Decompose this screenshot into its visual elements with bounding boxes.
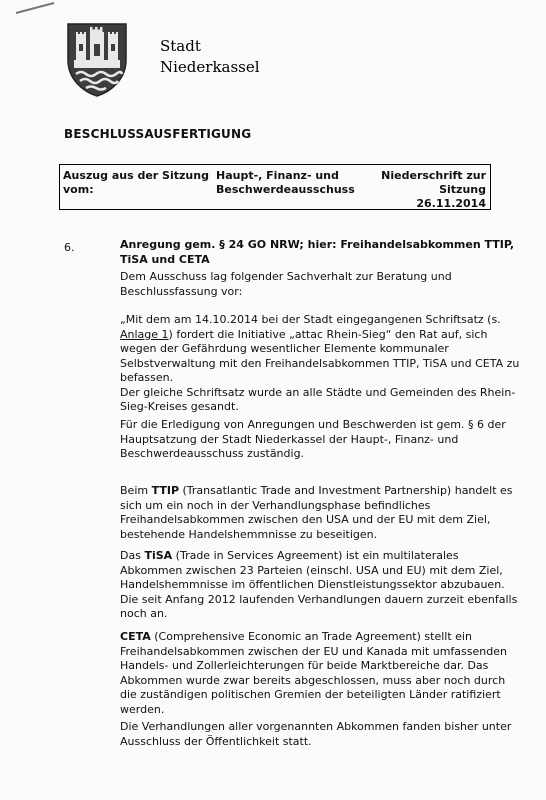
- record-label: Niederschrift zur Sitzung: [381, 169, 486, 196]
- closing-paragraph: Die Verhandlungen aller vorgenannten Abkommen fanden bisher unter Ausschluss der Öffentlichkeit statt.: [120, 720, 512, 748]
- city-coat-of-arms-icon: [66, 22, 128, 98]
- tisa-term: TiSA: [144, 549, 173, 562]
- org-line-2: Niederkassel: [160, 58, 260, 76]
- staple-mark-icon: [14, 1, 58, 15]
- organization-name: [160, 36, 260, 78]
- tisa-paragraph: [120, 549, 520, 622]
- tisa-prefix: Das: [120, 549, 145, 562]
- intro-paragraph: Dem Ausschuss lag folgender Sachverhalt zur Beratung und Beschlussfassung vor:: [120, 270, 452, 298]
- ceta-paragraph: [120, 630, 520, 717]
- agenda-item-title: Anregung gem. § 24 GO NRW; hier: Freihandelsabkommen TTIP, TiSA und CETA: [120, 238, 515, 266]
- attachment-link[interactable]: Anlage 1: [120, 327, 169, 341]
- org-line-1: Stadt: [160, 37, 201, 55]
- quote-text-b: ) fordert die Initiative „attac Rhein-Sieg“ den Rat auf, sich wegen der Gefährdung wesentlicher Elemente kommunaler Selbstverwaltung mit den Freihandelsabkommen TTIP, TiSA und CETA zu befassen.: [120, 327, 520, 384]
- quote-text-c: Der gleiche Schriftsatz wurde an alle Städte und Gemeinden des Rhein-Sieg-Kreises gesandt.: [120, 385, 516, 413]
- committee-name: Haupt-, Finanz- und Beschwerdeausschuss: [216, 169, 355, 196]
- ttip-prefix: Beim: [120, 484, 152, 497]
- ttip-term: TTIP: [151, 484, 180, 497]
- ceta-term: CETA: [120, 630, 151, 643]
- meeting-date: 26.11.2014: [416, 197, 486, 210]
- record-info: [378, 169, 486, 211]
- agenda-item-number: 6.: [64, 241, 75, 254]
- quote-text-a: „Mit dem am 14.10.2014 bei der Stadt eingegangenen Schriftsatz (s.: [120, 313, 501, 326]
- ttip-text: (Transatlantic Trade and Investment Partnership) handelt es sich um ein noch in der Verhandlungsphase befindliches Freihandelsabkommen zwischen den USA und der EU mit dem Ziel, bestehende Handelshemmnisse zu beseitigen.: [120, 484, 513, 541]
- quote-paragraph-2: Für die Erledigung von Anregungen und Beschwerden ist gem. § 6 der Hauptsatzung der Stadt Niederkassel der Haupt-, Finanz- und Beschwerdeausschuss zuständig.: [120, 418, 506, 460]
- tisa-text: (Trade in Services Agreement) ist ein multilaterales Abkommen zwischen 23 Parteien (einschl. USA und EU) mit dem Ziel, Handelshemmnisse im öffentlichen Dienstleistungssektor abzubauen. Die seit Anfang 2012 laufenden Verhandlungen dauern zurzeit ebenfalls noch an.: [120, 549, 518, 620]
- meeting-label: Auszug aus der Sitzung vom:: [63, 169, 209, 196]
- document-type-heading: BESCHLUSSAUSFERTIGUNG: [64, 127, 252, 141]
- meeting-info-box: [59, 164, 491, 210]
- ttip-paragraph: [120, 484, 520, 542]
- ceta-text: (Comprehensive Economic an Trade Agreement) stellt ein Freihandelsabkommen zwischen der EU und Kanada mit umfassenden Handels- und Zollerleichterungen für beide Marktbereiche dar. Das Abkommen wurde zwar bereits abgeschlossen, muss aber noch durch die zuständigen politischen Gremien der beteiligten Länder ratifiziert werden.: [120, 630, 507, 716]
- quote-paragraph-1: [120, 313, 520, 415]
